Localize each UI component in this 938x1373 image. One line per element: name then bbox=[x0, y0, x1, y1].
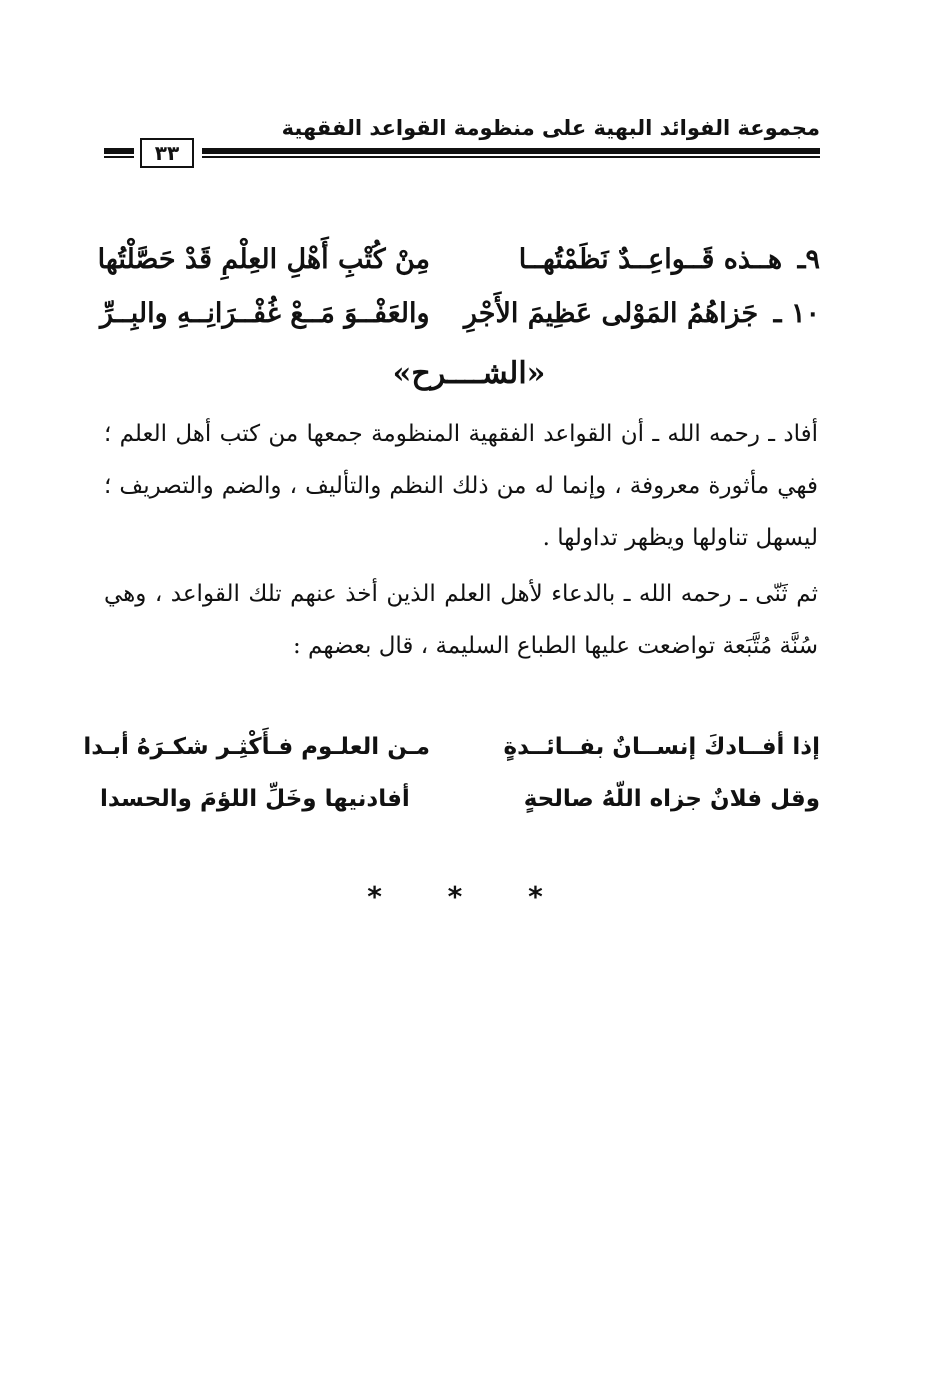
page-number: ٣٣ bbox=[140, 138, 194, 168]
poem-second-hemistich: مـن العلـوم فـأَكْثِـر شكـرَهُ أبـدا bbox=[83, 734, 430, 760]
poem-line bbox=[100, 786, 820, 830]
header-rule-short bbox=[104, 148, 134, 158]
section-title: «الشــــرح» bbox=[392, 356, 546, 391]
poem-first-hemistich: وقل فلانٌ جزاه اللّهُ صالحةٍ bbox=[523, 786, 820, 812]
running-head-title: مجموعة الفوائد البهية على منظومة القواعد الفقهية bbox=[281, 116, 820, 140]
poem-first-hemistich: إذا أفــادكَ إنســانٌ بفــائــدةٍ bbox=[503, 734, 820, 760]
verse-number: ١٠ ـ bbox=[773, 298, 820, 329]
poem-line bbox=[83, 734, 820, 778]
verse-first-hemistich-text: هــذه قَــواعِــدٌ نَظَمْتُهــا bbox=[518, 244, 783, 275]
verse-line bbox=[100, 298, 820, 342]
verse-second-hemistich: والعَفْــوَ مَــعْ غُفْــرَانِــهِ والبِــرِّ bbox=[100, 298, 430, 329]
verse-first-hemistich-text: جَزاهُمُ المَوْلى عَظِيمَ الأَجْرِ bbox=[463, 298, 759, 329]
section-separator: * * * bbox=[367, 880, 571, 913]
verse-second-hemistich: مِنْ كُتْبِ أَهْلِ العِلْمِ قَدْ حَصَّلْتُها bbox=[97, 244, 430, 275]
header-rule bbox=[202, 148, 820, 158]
paragraph: أفاد ـ رحمه الله ـ أن القواعد الفقهية المنظومة جمعها من كتب أهل العلم ؛ فهي مأثورة معروفة ، وإنما له من ذلك النظم والتأليف ، والضم والتصريف ؛ ليسهل تناولها ويظهر تداولها . bbox=[104, 421, 818, 551]
verse-first-hemistich bbox=[460, 298, 820, 329]
verse-line bbox=[97, 244, 820, 288]
verse-first-hemistich bbox=[460, 244, 820, 275]
verse-number: ٩ـ bbox=[797, 244, 820, 275]
paragraph: ثم ثَنّى ـ رحمه الله ـ بالدعاء لأهل العلم الذين أخذ عنهم تلك القواعد ، وهي سُنَّة مُتَّبَعة تواضعت عليها الطباع السليمة ، قال بعضهم : bbox=[104, 581, 818, 659]
poem-second-hemistich: أفادنيها وخَلِّ اللؤمَ والحسدا bbox=[100, 786, 410, 812]
